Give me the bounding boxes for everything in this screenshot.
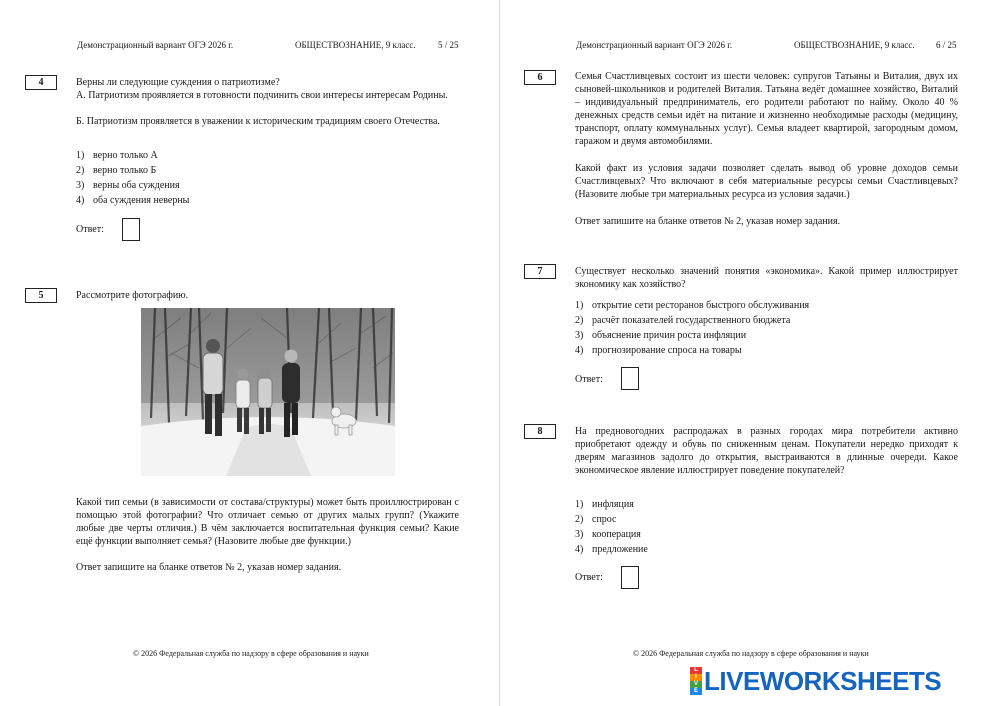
right-page: [500, 0, 999, 706]
question-7-answer-label: Ответ:: [575, 374, 603, 385]
left-page: [0, 0, 499, 706]
option-text: верны оба суждения: [93, 180, 180, 191]
option-text: верно только А: [93, 150, 158, 161]
question-7-option[interactable]: [575, 344, 742, 357]
header-title: Демонстрационный вариант ОГЭ 2026 г.: [576, 40, 733, 50]
option-number: 2): [575, 514, 584, 525]
question-6-number: 6: [524, 70, 556, 85]
question-4-option[interactable]: [76, 179, 180, 192]
question-8-number: 8: [524, 424, 556, 439]
option-number: 3): [76, 180, 85, 191]
question-8-answer-box[interactable]: [621, 566, 639, 589]
option-number: 2): [575, 315, 584, 326]
question-8-option[interactable]: [575, 498, 634, 511]
question-4-statement-b: Б. Патриотизм проявляется в уважении к историческим традициям своего Отечества.: [76, 116, 440, 127]
question-5-number: 5: [25, 288, 57, 303]
option-text: предложение: [592, 544, 648, 555]
option-number: 3): [575, 529, 584, 540]
live-letters-icon: [690, 667, 702, 695]
question-4-text: Верны ли следующие суждения о патриотизме?: [76, 77, 280, 88]
option-text: расчёт показателей государственного бюджета: [592, 315, 791, 326]
question-8-option[interactable]: [575, 528, 641, 541]
liveworksheets-text: LIVEWORKSHEETS: [704, 666, 942, 696]
footer-copyright: © 2026 Федеральная служба по надзору в сфере образования и науки: [133, 649, 369, 658]
question-7-answer-box[interactable]: [621, 367, 639, 390]
question-7-option[interactable]: [575, 314, 790, 327]
question-6-text: Семья Счастливцевых состоит из шести человек: супругов Татьяны и Виталия, двух их сыновей-школьников и родителей Виталия. Татьяна ведёт домашнее хозяйство, Виталий – индивидуальный предприниматель, его родители работают по найму. Около 40 % денежных средств семьи идёт на питание и жизненно необходимые расходы (медицину, транспорт, оплату коммунальных услуг). Семья владеет квартирой, загородным домом, гаражом и двумя автомобилями.: [575, 71, 958, 147]
question-4-option[interactable]: [76, 164, 156, 177]
option-text: инфляция: [592, 499, 634, 510]
footer-copyright: © 2026 Федеральная служба по надзору в сфере образования и науки: [633, 649, 869, 658]
option-number: 1): [76, 150, 85, 161]
question-6-note: Ответ запишите на бланке ответов № 2, указав номер задания.: [575, 216, 841, 227]
question-4-number: 4: [25, 75, 57, 90]
option-number: 1): [575, 300, 584, 311]
header-page-number: 6 / 25: [936, 40, 957, 50]
option-text: кооперация: [592, 529, 641, 540]
question-4-statement-a: А. Патриотизм проявляется в готовности подчинить свои интересы интересам Родины.: [76, 90, 448, 101]
option-number: 1): [575, 499, 584, 510]
question-7-option[interactable]: [575, 299, 809, 312]
option-text: верно только Б: [93, 165, 157, 176]
header-title: Демонстрационный вариант ОГЭ 2026 г.: [77, 40, 234, 50]
question-4-answer-box[interactable]: [122, 218, 140, 241]
question-4-option[interactable]: [76, 194, 189, 207]
header-page-number: 5 / 25: [438, 40, 459, 50]
option-number: 4): [76, 195, 85, 206]
question-5-intro: Рассмотрите фотографию.: [76, 290, 189, 301]
question-4-option[interactable]: [76, 149, 158, 162]
live-letter: E: [690, 688, 702, 695]
question-8-text: На предновогодних распродажах в разных городах мира потребители активно приобретают одежду и обувь по сниженным ценам. Покупатели нередко приходят к дверям магазинов задолго до открытия, выстраиваются в длинные очереди. Какое экономическое явление иллюстрирует поведение покупателей?: [575, 426, 958, 476]
question-4-answer-label: Ответ:: [76, 224, 104, 235]
family-winter-photo: [141, 308, 395, 476]
header-subject: ОБЩЕСТВОЗНАНИЕ, 9 класс.: [794, 40, 915, 50]
question-5-text: Какой тип семьи (в зависимости от состава/структуры) может быть проиллюстрирован с помощью этой фотографии? Что отличает семью от других малых групп? (Укажите любые две черты отличия.) В чём заключается воспитательная функция семьи? Какие ещё функции выполняет семья? (Назовите любые две функции.): [76, 497, 459, 547]
question-6-question: Какой факт из условия задачи позволяет сделать вывод об уровне доходов семьи Счастливцевых? Что включают в себя материальные ресурсы семьи Счастливцевых? (Назовите любые три материальных ресурса из условия задачи.): [575, 163, 958, 200]
option-text: оба суждения неверны: [93, 195, 190, 206]
option-number: 2): [76, 165, 85, 176]
live-letter: L: [690, 667, 702, 674]
question-8-answer-label: Ответ:: [575, 572, 603, 583]
option-text: прогнозирование спроса на товары: [592, 345, 742, 356]
option-number: 4): [575, 544, 584, 555]
question-8-option[interactable]: [575, 543, 648, 556]
option-text: объяснение причин роста инфляции: [592, 330, 747, 341]
option-number: 3): [575, 330, 584, 341]
question-7-text: Существует несколько значений понятия «экономика». Какой пример иллюстрирует экономику как хозяйство?: [575, 266, 958, 290]
question-8-option[interactable]: [575, 513, 616, 526]
live-letter: V: [690, 681, 702, 688]
liveworksheets-logo[interactable]: [690, 666, 941, 696]
option-text: спрос: [592, 514, 617, 525]
option-text: открытие сети ресторанов быстрого обслуживания: [592, 300, 810, 311]
question-5-note: Ответ запишите на бланке ответов № 2, указав номер задания.: [76, 562, 342, 573]
header-subject: ОБЩЕСТВОЗНАНИЕ, 9 класс.: [295, 40, 416, 50]
question-7-number: 7: [524, 264, 556, 279]
live-letter: I: [690, 674, 702, 681]
option-number: 4): [575, 345, 584, 356]
question-7-option[interactable]: [575, 329, 746, 342]
